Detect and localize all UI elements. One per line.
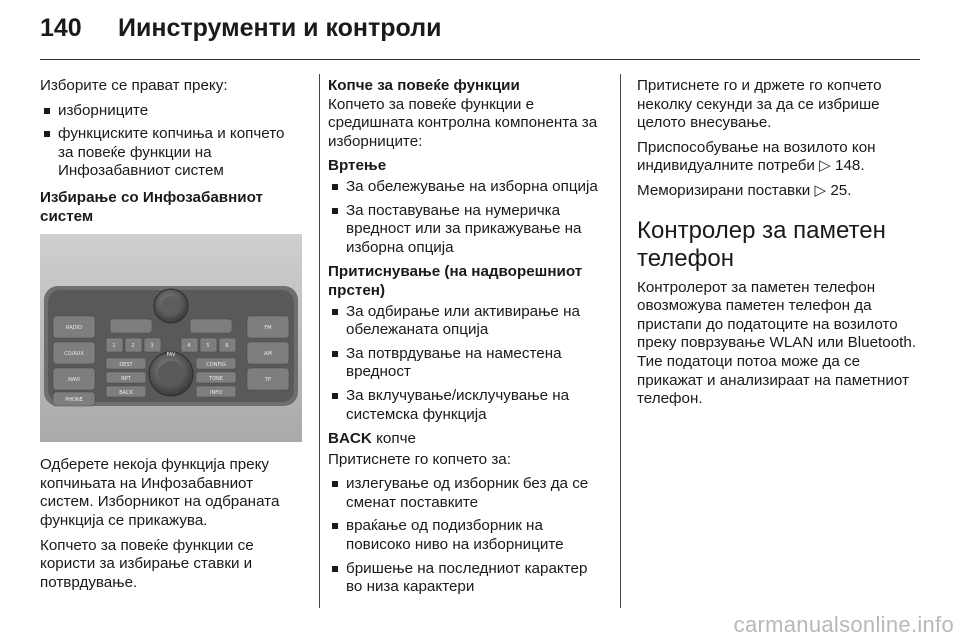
back-list [328, 475, 606, 597]
subheading-turn: Вртење [328, 157, 387, 175]
list-item: бришење на последниот карактер во низа карактери [328, 560, 606, 597]
preset-button-label: 2 [131, 343, 135, 350]
page-header [40, 14, 920, 44]
back-button-label: BACK [119, 390, 133, 397]
radio-button-label: RADIO [66, 325, 82, 332]
page-number: 140 [40, 14, 82, 42]
rpt-button-label: RPT [121, 376, 131, 383]
page-title: Иинструменти и контроли [118, 14, 442, 42]
header-rule [40, 59, 920, 60]
arrow-icon: ▷ [814, 181, 831, 199]
paragraph: Копчето за повеќе функции се користи за избирање ставки и потврдување. [40, 536, 254, 591]
preset-button-label: 3 [150, 343, 154, 350]
press-list [328, 303, 606, 425]
section-heading: Копче за повеќе функции [328, 77, 520, 94]
preset-button-label: 1 [112, 343, 116, 350]
list-item: изборниците [40, 102, 302, 121]
list-item: враќање од подизборник на повисоко ниво на изборниците [328, 517, 606, 554]
config-button-label: CONFIG [206, 362, 226, 369]
list-item: функциските копчиња и копчето за повеќе функции на Инфозабавниот систем [40, 125, 302, 181]
list-item: За вклучување/исклучување на системска функција [328, 387, 606, 424]
page-reference: 148. [835, 157, 865, 175]
preset-button-label: 6 [225, 343, 229, 350]
list-item: За обележување на изборна опција [328, 178, 606, 197]
intro-list [40, 102, 302, 181]
column-divider [620, 74, 621, 608]
infotainment-panel-photo [40, 234, 302, 442]
cross-reference-paragraph [637, 139, 920, 176]
am-button-label: AM [264, 351, 272, 358]
column-divider [319, 74, 320, 608]
cd-aux-button-label: CD/AUX [64, 351, 84, 358]
column-right [637, 77, 920, 415]
section-heading: Избирање со Инфозабавниот систем [40, 188, 263, 225]
list-item: За потврдување на наместена вредност [328, 345, 606, 382]
preset-button-label: 5 [206, 343, 210, 350]
dest-button-label: DEST [119, 362, 133, 369]
back-label-rest: копче [371, 430, 416, 448]
fm-button-label: FM [264, 325, 272, 332]
paragraph-text: Приспособување на возилото кон индивидуалните потреби [637, 138, 876, 175]
page-reference: 25. [830, 181, 852, 199]
arrow-icon: ▷ [819, 157, 836, 175]
cross-reference-paragraph [637, 182, 920, 201]
section-title: Контролер за паметен телефон [637, 216, 886, 272]
column-left [40, 77, 302, 598]
paragraph: Копчето за повеќе функции е средишната контролна компонента за изборниците: [328, 95, 598, 150]
fav-label: FAV [166, 352, 176, 359]
preset-button-label: 4 [187, 343, 191, 350]
watermark: carmanualsonline.info [733, 612, 954, 637]
intro-text: Изборите се прават преку: [40, 77, 228, 94]
paragraph: Притиснете го копчето за: [328, 450, 511, 468]
subheading-press: Притиснување (на надворешниот прстен) [328, 263, 583, 299]
back-label: BACK [328, 430, 372, 448]
paragraph: Притиснете го и држете го копчето неколку секунди за да се избрише целото внесување. [637, 77, 882, 132]
tp-button-label: TP [264, 377, 272, 384]
paragraph: Контролерот за паметен телефон овозможува паметен телефон да пристапи до податоците на возилото преку поврзување WLAN или Bluetooth. Тие податоци потоа може да се прикажат и анализираат на паметниот телефон. [637, 278, 917, 408]
paragraph: Одберете некоја функција преку копчињата на Инфозабавниот систем. Изборникот на одбраната функција се прикажува. [40, 456, 280, 529]
list-item: За поставување на нумеричка вредност или за прикажување на изборна опција [328, 202, 606, 258]
back-button-heading [328, 430, 606, 449]
column-middle [328, 77, 606, 603]
list-item: За одбирање или активирање на обележаната опција [328, 303, 606, 340]
tone-button-label: TONE [209, 376, 223, 383]
info-button-label: INFO [209, 390, 223, 397]
list-item: излегување од изборник без да се сменат поставките [328, 475, 606, 512]
paragraph-text: Меморизирани поставки [637, 181, 815, 199]
turn-list [328, 178, 606, 257]
nav-button-label: NAVI [68, 377, 80, 384]
phone-button-label: PHONE [65, 397, 83, 404]
